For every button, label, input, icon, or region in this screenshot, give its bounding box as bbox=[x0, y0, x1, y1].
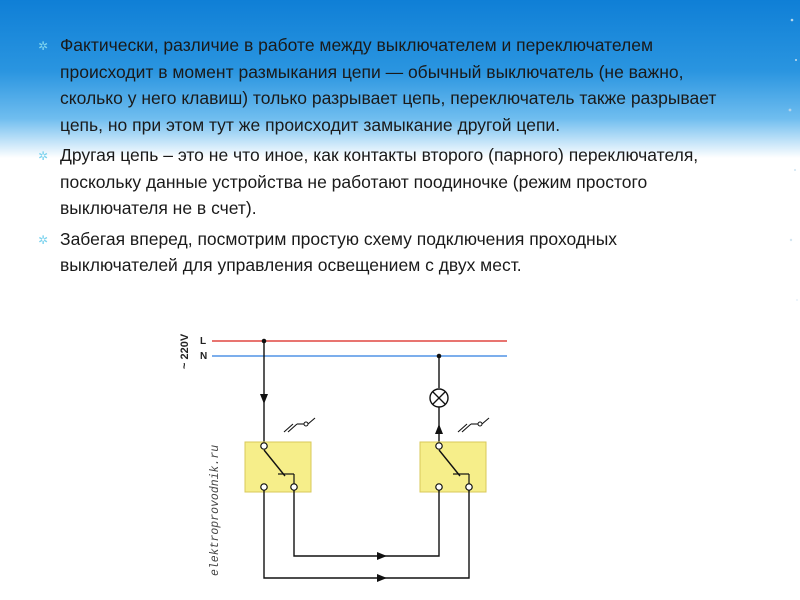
bullet-star-icon: ✲ bbox=[38, 39, 49, 53]
traveller-wire-outer bbox=[264, 490, 469, 578]
left-switch-terminal-1 bbox=[261, 484, 267, 490]
right-switch-terminal-1 bbox=[436, 484, 442, 490]
feed-arrow-icon bbox=[260, 394, 268, 404]
bullet-text-1: Фактически, различие в работе между выключателем и переключателем происходит в момент размыкания цепи — обычный выключатель (не важно, сколько у него клавиш) только разрывает цепь, переключатель также разрывает цепь, но при этом тут же происходит замыкание другой цепи. bbox=[60, 35, 717, 135]
traveller-wire-inner bbox=[294, 490, 439, 556]
wiring-diagram bbox=[172, 324, 517, 582]
bullet-item-3 bbox=[38, 226, 728, 279]
bullet-item-1 bbox=[38, 32, 728, 138]
bullet-item-2 bbox=[38, 142, 728, 222]
right-switch-symbol-icon bbox=[458, 418, 489, 432]
traveller-arrow-outer-icon bbox=[377, 574, 387, 582]
bullet-text-2: Другая цепь – это не что иное, как контакты второго (парного) переключателя, поскольку данные устройства не работают поодиночке (режим простого выключателя не в счет). bbox=[60, 145, 699, 218]
lamp-icon bbox=[430, 389, 448, 407]
lamp-arrow-icon bbox=[435, 424, 443, 434]
traveller-arrow-inner-icon bbox=[377, 552, 387, 560]
decorative-stars bbox=[770, 0, 800, 600]
left-switch-symbol-icon bbox=[284, 418, 315, 432]
left-switch-terminal-2 bbox=[291, 484, 297, 490]
bullet-star-icon: ✲ bbox=[38, 232, 49, 247]
right-switch-terminal-common bbox=[436, 443, 442, 449]
voltage-label: ~ 220V bbox=[179, 333, 191, 369]
line-label: L bbox=[200, 336, 207, 347]
watermark-text: elektroprovodnik.ru bbox=[209, 444, 222, 576]
neutral-label: N bbox=[200, 351, 208, 362]
bullet-list bbox=[38, 32, 728, 283]
bullet-star-icon: ✲ bbox=[38, 149, 49, 163]
bullet-text-3: Забегая вперед, посмотрим простую схему подключения проходных выключателей для управления освещением с двух мест. bbox=[60, 228, 618, 275]
right-switch-terminal-2 bbox=[466, 484, 472, 490]
left-switch-terminal-common bbox=[261, 443, 267, 449]
